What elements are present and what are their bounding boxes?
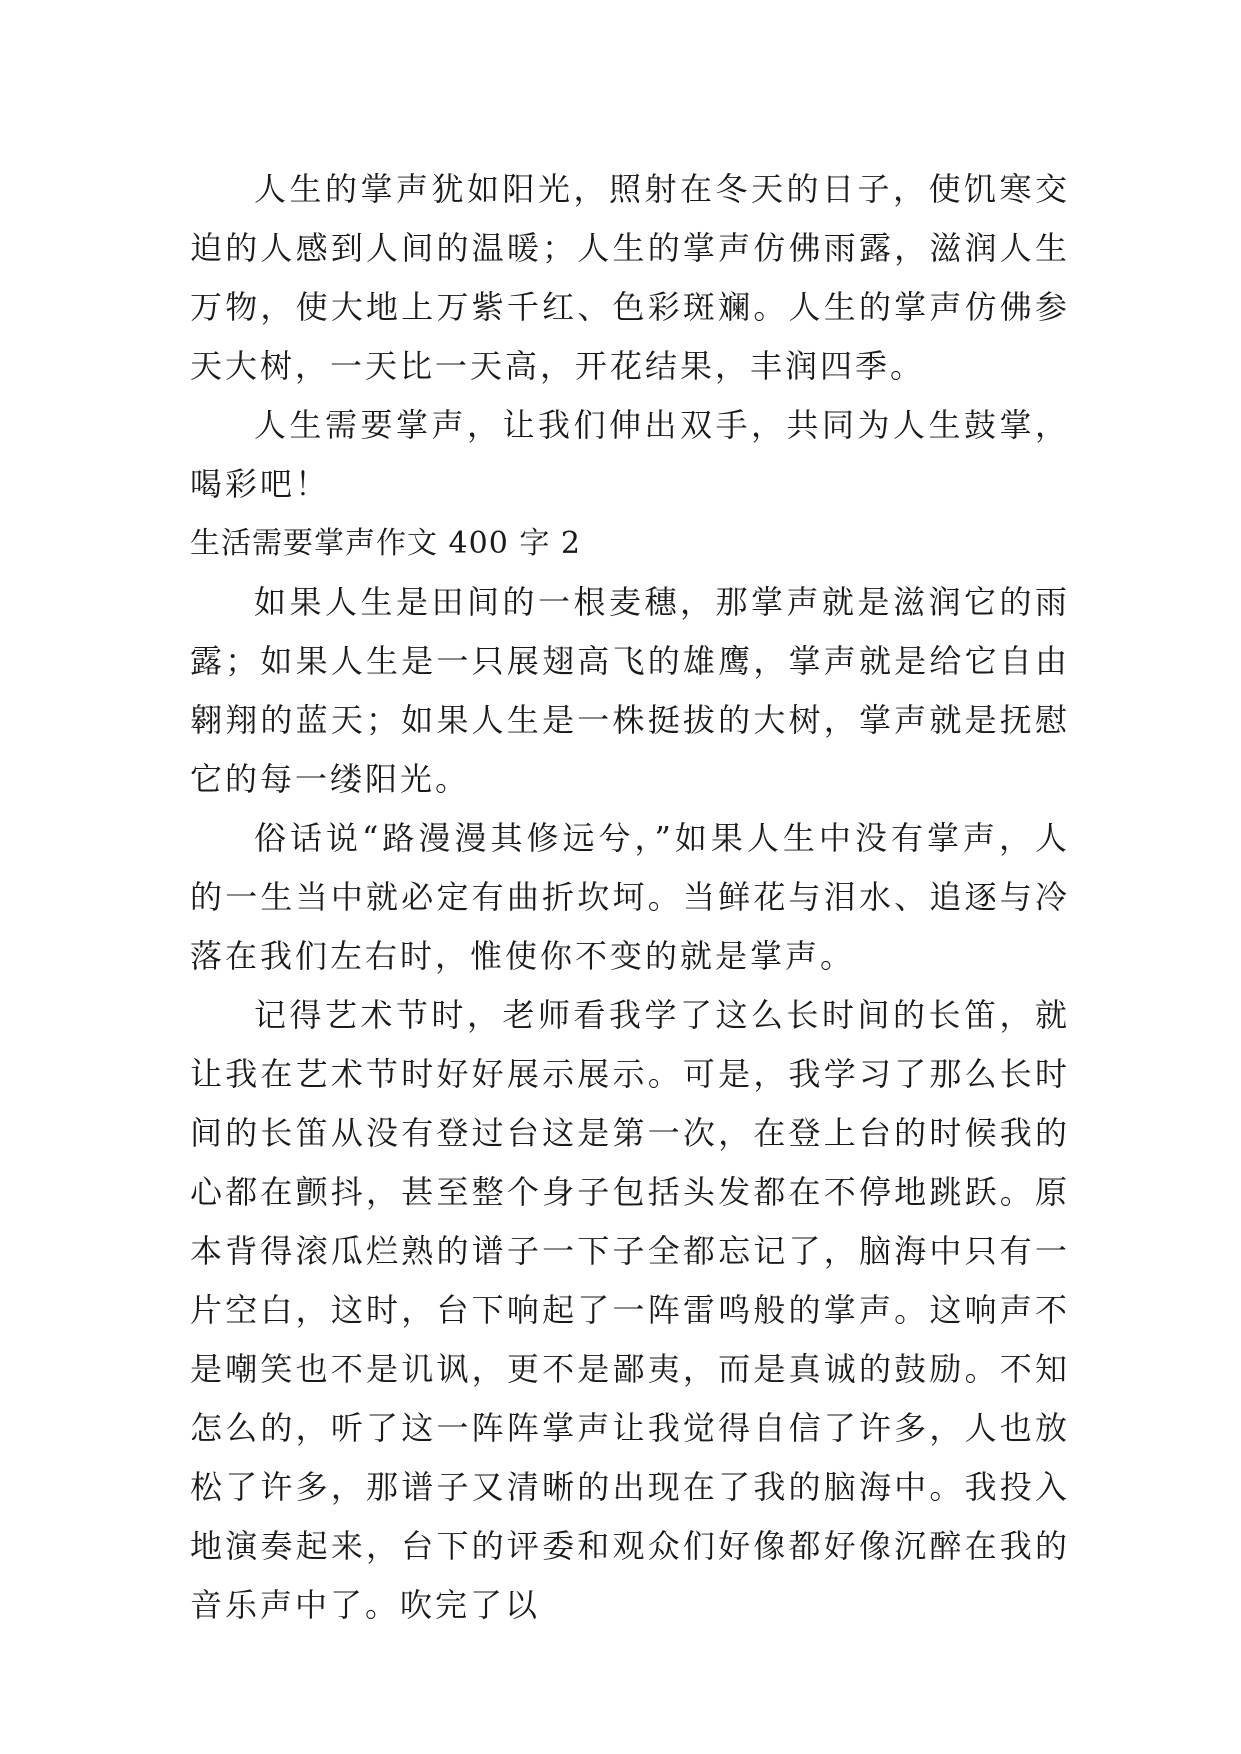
paragraph-wheat-eagle-tree: 如果人生是田间的一根麦穗，那掌声就是滋润它的雨露；如果人生是一只展翅高飞的雄鹰，掌声就是给它自由翱翔的蓝天；如果人生是一株挺拔的大树，掌声就是抚慰它的每一缕阳光。 (190, 583, 1070, 798)
paragraph-art-festival-story: 记得艺术节时，老师看我学了这么长时间的长笛，就让我在艺术节时好好展示展示。可是，我学习了那么长时间的长笛从没有登过台这是第一次，在登上台的时候我的心都在颤抖，甚至整个身子包括头发都在不停地跳跃。原本背得滚瓜烂熟的谱子一下子全都忘记了，脑海中只有一片空白，这时，台下响起了一阵雷鸣般的掌声。这响声不是嘲笑也不是讥讽，更不是鄙夷，而是真诚的鼓励。不知怎么的，听了这一阵阵掌声让我觉得自信了许多，人也放松了许多，那谱子又清晰的出现在了我的脑海中。我投入地演奏起来，台下的评委和观众们好像都好像沉醉在我的音乐声中了。吹完了以 (190, 996, 1070, 1624)
document-body (190, 160, 1070, 1635)
paragraph-proverb: 俗话说“路漫漫其修远兮，”如果人生中没有掌声，人的一生当中就必定有曲折坎坷。当鲜花与泪水、追逐与冷落在我们左右时，惟使你不变的就是掌声。 (190, 819, 1070, 975)
section-heading: 生活需要掌声作文 400 字 2 (190, 526, 581, 561)
paragraph-sun-applause: 人生的掌声犹如阳光，照射在冬天的日子，使饥寒交迫的人感到人间的温暖；人生的掌声仿佛雨露，滋润人生万物，使大地上万紫千红、色彩斑斓。人生的掌声仿佛参天大树，一天比一天高，开花结果，丰润四季。 (190, 170, 1070, 385)
paragraph-call-to-applaud: 人生需要掌声，让我们伸出双手，共同为人生鼓掌，喝彩吧！ (190, 406, 1070, 503)
